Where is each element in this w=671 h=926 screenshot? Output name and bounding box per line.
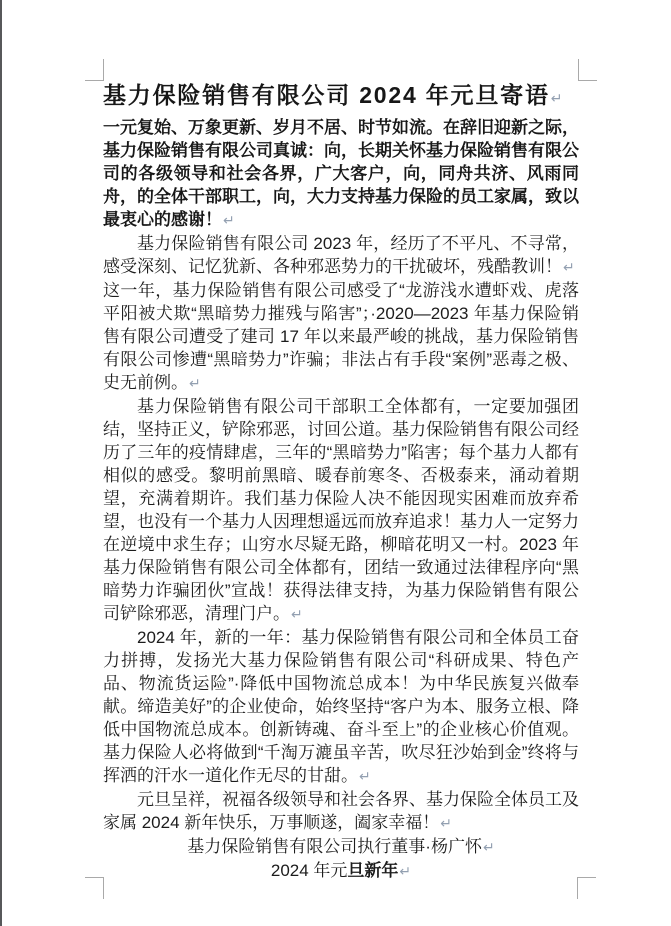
paragraph-2023-review-text-2: 这一年，基力保险销售有限公司感受了“龙游浅水遭虾戏、虎落平阳被犬欺“黑暗势力摧残与陷害”；·2020—2023 年基力保险销售有限公司遭受了建司 17 年以来最严峻的挑战，基力保险销售有限公司惨遭“黑暗势力”诈骗；非法占有手段“案例”恶毒之极、史无前例。 — [103, 281, 579, 392]
paragraph-return-mark: ↵ — [550, 90, 563, 106]
text-boundary-mark-bottom-right — [577, 877, 596, 899]
line-break-mark: ↵ — [563, 259, 575, 275]
paragraph-unity-text: 基力保险销售有限公司干部职工全体都有，一定要加强团结，坚持正义，铲除邪恶，讨回公道。基力保险销售有限公司经历了三年的疫情肆虐，三年的“黑暗势力”陷害；每个基力人都有相似的感受。黎明前黑暗、暖春前寒冬、否极泰来，涌动着期望，充满着期许。我们基力保险人决不能因现实困难而放弃希望，也没有一个基力人因理想遥远而放弃追求！基力人一定努力在逆境中求生存；山穷水尽疑无路，柳暗花明又一村。2023 年基力保险销售有限公司全体都有，团结一致通过法律程序向“黑暗势力诈骗团伙”宣战！获得法律支持，为基力保险销售有限公司铲除邪恶，清理门户。 — [103, 397, 579, 623]
paragraph-blessing-text: 元旦呈祥，祝福各级领导和社会各界、基力保险全体员工及家属 2024 新年快乐，万事顺遂，阖家幸福！ — [103, 790, 579, 832]
signature-line[interactable] — [103, 835, 579, 859]
text-boundary-mark-bottom-left — [85, 877, 104, 899]
paragraph-intro-text: 一元复始、万象更新、岁月不居、时节如流。在辞旧迎新之际，基力保险销售有限公司真诚：向，长期关怀基力保险销售有限公司的各级领导和社会各界，广大客户，向，同舟共济、风雨同舟，的全体干部职工，向，大力支持基力保险的员工家属，致以最衷心的感谢！ — [103, 118, 579, 229]
paragraph-2024-newyear-text: 2024 年，新的一年：基力保险销售有限公司和全体员工奋力拼搏，发扬光大基力保险销售有限公司“科研成果、特色产品、物流货运险”·降低中国物流总成本！为中华民族复兴做奉献。缔造美好”的企业使命，始终坚持“客户为本、服务立根、降低中国物流总成本。创新铸魂、奋斗至上”的企业核心价值观。基力保险人必将做到“千淘万漉虽辛苦，吹尽狂沙始到金”终将与挥洒的汗水一道化作无尽的甘甜。 — [103, 628, 579, 785]
paragraph-2023-review[interactable] — [103, 232, 579, 395]
paragraph-return-mark: ↵ — [291, 606, 303, 622]
date-line-bold-text: 旦新年 — [347, 861, 399, 880]
signature-line-text: 基力保险销售有限公司执行董事·杨广怀 — [187, 837, 482, 856]
paragraph-return-mark: ↵ — [189, 375, 201, 391]
document-title-text: 基力保险销售有限公司 2024 年元旦寄语 — [103, 82, 550, 108]
document-title[interactable] — [103, 82, 579, 112]
date-line[interactable] — [103, 859, 579, 883]
paragraph-unity[interactable] — [103, 395, 579, 626]
paragraph-return-mark: ↵ — [399, 863, 412, 879]
paragraph-return-mark: ↵ — [440, 815, 452, 831]
document-text-area[interactable] — [103, 82, 579, 883]
date-line-regular-text: 2024 年元 — [270, 861, 348, 880]
paragraph-return-mark: ↵ — [482, 839, 495, 855]
paragraph-2023-review-text-1: 基力保险销售有限公司 2023 年，经历了不平凡、不寻常，感受深刻、记忆犹新、各种邪恶势力的干扰破坏，残酷教训！ — [103, 234, 579, 276]
paragraph-blessing[interactable] — [103, 788, 579, 835]
paragraph-2024-newyear[interactable] — [103, 626, 579, 788]
paragraph-return-mark: ↵ — [359, 768, 371, 784]
window-left-edge — [0, 0, 2, 926]
text-boundary-mark-top-left — [85, 59, 104, 81]
text-boundary-mark-top-right — [578, 59, 597, 81]
paragraph-intro[interactable] — [103, 116, 579, 232]
paragraph-return-mark: ↵ — [223, 212, 235, 228]
